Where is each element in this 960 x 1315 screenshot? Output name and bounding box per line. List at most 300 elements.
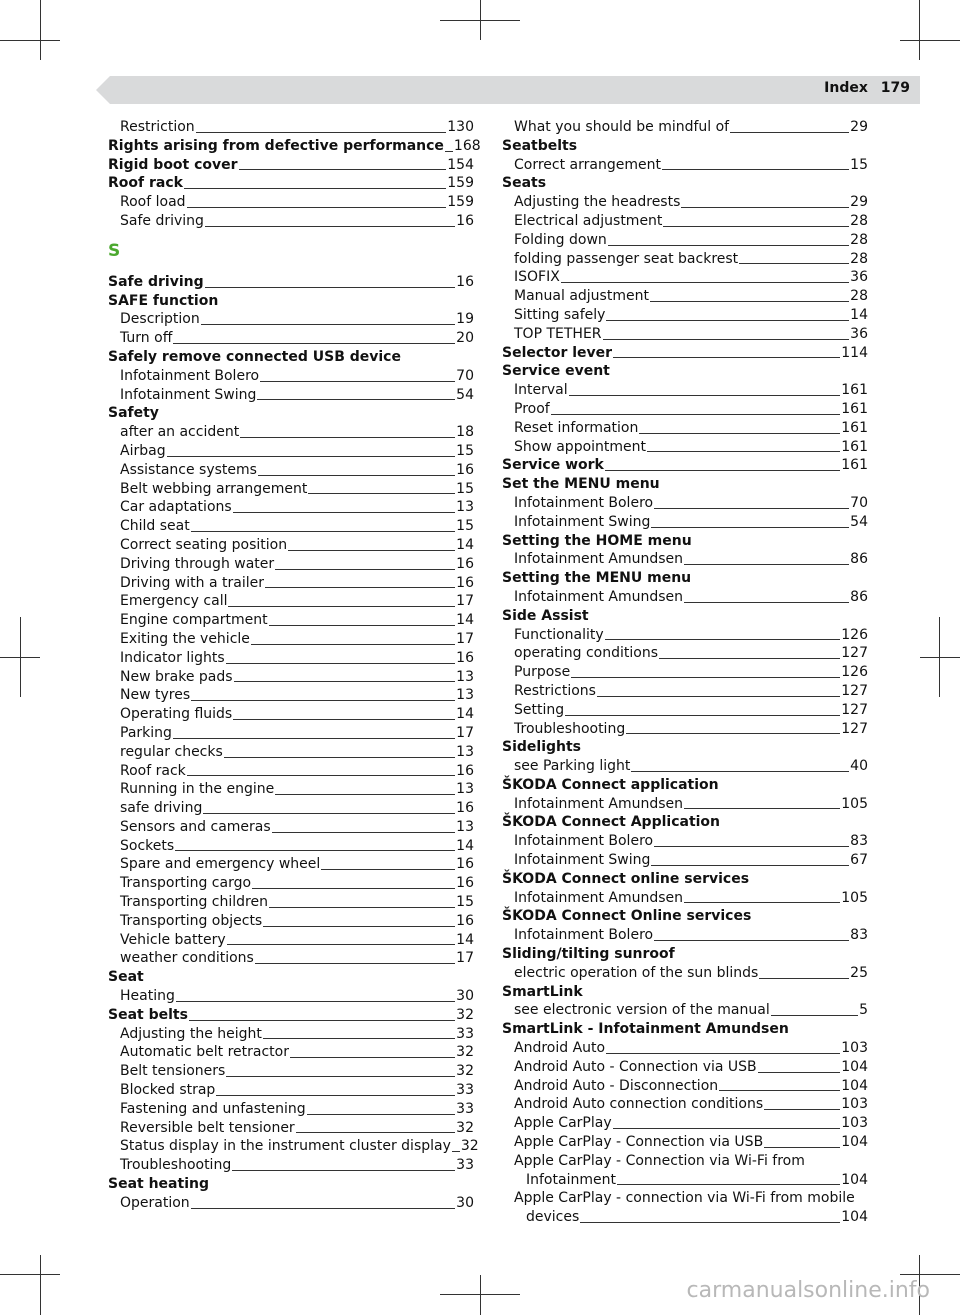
index-column-left — [108, 118, 481, 1213]
index-page-number: 15 — [456, 480, 474, 497]
index-page-number: 161 — [841, 382, 868, 399]
leader-line — [654, 940, 849, 941]
index-entry — [108, 555, 474, 574]
index-page-number: 16 — [456, 649, 474, 666]
index-heading: ŠKODA Connect Application — [502, 814, 721, 831]
index-page-number: 36 — [850, 269, 868, 286]
index-page-number: 67 — [850, 852, 868, 869]
index-page-number: 33 — [456, 1157, 474, 1174]
index-entry — [108, 536, 474, 555]
index-page-number: 30 — [456, 988, 474, 1005]
index-term: Indicator lights — [120, 649, 225, 666]
index-term: folding passenger seat backrest — [514, 250, 739, 267]
index-term: Infotainment Amundsen — [514, 551, 684, 568]
leader-line — [651, 527, 849, 528]
index-page-number: 29 — [850, 119, 868, 135]
index-page-number: 36 — [850, 325, 868, 342]
leader-line — [240, 437, 455, 438]
leader-line — [288, 550, 455, 551]
index-page-number: 13 — [456, 781, 474, 798]
index-heading: Setting the MENU menu — [502, 570, 692, 587]
index-page-number: 17 — [456, 950, 474, 967]
index-term: Belt tensioners — [120, 1063, 226, 1080]
leader-line — [606, 1053, 840, 1054]
index-page-number: 105 — [841, 889, 868, 906]
leader-line — [626, 733, 840, 734]
index-page-number: 32 — [456, 1006, 474, 1023]
index-term: Infotainment Amundsen — [514, 588, 684, 605]
index-page-number: 104 — [841, 1077, 868, 1094]
leader-line — [654, 508, 849, 509]
index-term: Correct arrangement — [514, 156, 661, 173]
index-page-number: 15 — [456, 442, 474, 459]
leader-line — [758, 1072, 841, 1073]
index-term: Adjusting the headrests — [514, 194, 681, 211]
index-page-number: 14 — [456, 612, 474, 629]
index-page-number: 103 — [841, 1096, 868, 1113]
index-page-number: 16 — [456, 555, 474, 572]
index-page-number: 161 — [841, 438, 868, 455]
leader-line — [175, 850, 455, 851]
index-page-number: 16 — [456, 875, 474, 892]
index-term: Troubleshooting — [120, 1157, 232, 1174]
index-page-number: 32 — [460, 1138, 479, 1155]
leader-line — [205, 287, 456, 288]
leader-line — [233, 719, 455, 720]
index-page-number: 127 — [841, 701, 868, 718]
leader-line — [226, 1076, 455, 1077]
index-term: Heating — [120, 988, 175, 1005]
index-term: after an accident — [120, 424, 240, 441]
index-entry — [108, 1194, 474, 1213]
index-term: Folding down — [514, 231, 607, 248]
leader-line — [639, 433, 840, 434]
index-term: Exiting the vehicle — [120, 630, 250, 647]
index-page-number: 5 — [859, 1002, 868, 1019]
index-entry — [502, 400, 868, 419]
index-heading: ŠKODA Connect application — [502, 776, 719, 793]
index-term: Description — [120, 311, 200, 328]
leader-line — [252, 888, 455, 889]
index-term: Correct seating position — [120, 536, 288, 553]
index-entry — [502, 682, 868, 701]
index-term: TOP TETHER — [514, 325, 602, 342]
index-term: Restrictions — [514, 682, 596, 699]
leader-line — [269, 625, 456, 626]
index-page-number: 159 — [447, 175, 474, 192]
index-entry — [108, 273, 474, 292]
leader-line — [290, 1057, 455, 1058]
leader-line — [571, 677, 840, 678]
leader-line — [201, 324, 455, 325]
index-entry — [502, 438, 868, 457]
index-entry — [108, 1081, 474, 1100]
leader-line — [173, 343, 455, 344]
index-term: Restriction — [120, 119, 195, 135]
index-entry — [502, 306, 868, 325]
index-entry — [502, 193, 868, 212]
leader-line — [275, 569, 455, 570]
index-page-number: 70 — [850, 494, 868, 511]
index-page-number: 161 — [841, 400, 868, 417]
header-bar — [110, 76, 920, 104]
index-entry — [108, 686, 474, 705]
index-page-number: 17 — [456, 593, 474, 610]
index-entry — [108, 174, 474, 193]
index-page-number: 40 — [850, 758, 868, 775]
index-entry — [108, 931, 474, 950]
index-entry — [108, 137, 481, 156]
index-page-number: 103 — [841, 1040, 868, 1057]
index-entry — [502, 494, 868, 513]
index-entry — [502, 513, 868, 532]
index-page-number: 14 — [456, 837, 474, 854]
index-term: Child seat — [120, 518, 190, 535]
index-page-number: 32 — [456, 1119, 474, 1136]
index-page-number: 86 — [850, 551, 868, 568]
index-page-number: 13 — [456, 499, 474, 516]
index-entry — [502, 156, 868, 175]
index-term: weather conditions — [120, 950, 254, 967]
index-entry — [108, 193, 474, 212]
index-page-number: 70 — [456, 367, 474, 384]
index-page-number: 127 — [841, 682, 868, 699]
crop-mark — [480, 1275, 481, 1315]
index-page-number: 15 — [456, 518, 474, 535]
index-heading: Safety — [108, 405, 159, 422]
leader-line — [239, 169, 447, 170]
index-entry — [502, 118, 868, 137]
index-entry — [502, 701, 868, 720]
index-entry — [108, 367, 474, 386]
crop-mark — [900, 1274, 960, 1275]
index-page-number: 168 — [453, 137, 481, 154]
index-entry — [108, 423, 474, 442]
index-term: Driving with a trailer — [120, 574, 264, 591]
index-page-number: 13 — [456, 818, 474, 835]
leader-line — [662, 169, 849, 170]
leader-line — [189, 1020, 455, 1021]
leader-line — [569, 395, 841, 396]
index-heading: Side Assist — [502, 607, 589, 624]
index-term: devices — [526, 1209, 580, 1226]
index-page-number: 15 — [456, 894, 474, 911]
leader-line — [205, 226, 455, 227]
index-heading: Service event — [502, 363, 610, 380]
crop-mark — [0, 657, 40, 658]
index-page-number: 17 — [456, 724, 474, 741]
index-entry — [108, 498, 474, 517]
leader-line — [565, 715, 840, 716]
index-entry — [502, 889, 868, 908]
leader-line — [684, 902, 840, 903]
leader-line — [659, 658, 840, 659]
leader-line — [258, 475, 455, 476]
index-page-number: 127 — [841, 720, 868, 737]
index-heading: Seat heating — [108, 1176, 209, 1193]
leader-line — [226, 663, 456, 664]
index-term: Infotainment — [526, 1171, 616, 1188]
index-term: Car adaptations — [120, 499, 232, 516]
leader-line — [561, 282, 849, 283]
index-entry — [108, 837, 474, 856]
index-entry — [502, 1171, 868, 1190]
index-term: safe driving — [120, 800, 203, 817]
index-heading: Set the MENU menu — [502, 476, 660, 493]
index-page-number: 32 — [456, 1063, 474, 1080]
index-entry — [502, 268, 868, 287]
leader-line — [196, 132, 447, 133]
index-entry — [108, 912, 474, 931]
index-entry — [108, 949, 474, 968]
index-entry — [108, 386, 474, 405]
leader-line — [308, 493, 455, 494]
leader-line — [191, 531, 455, 532]
index-page-number: 19 — [456, 311, 474, 328]
index-page-number: 28 — [850, 250, 868, 267]
index-term: Operating fluids — [120, 706, 233, 723]
crop-mark — [440, 1294, 520, 1295]
leader-line — [228, 606, 455, 607]
index-page-number: 16 — [456, 856, 474, 873]
index-heading: Setting the HOME menu — [502, 532, 692, 549]
index-term: operating conditions — [514, 645, 659, 662]
leader-line — [452, 1151, 460, 1152]
leader-line — [232, 1170, 455, 1171]
index-entry — [108, 855, 474, 874]
index-term: Android Auto - Disconnection — [514, 1077, 719, 1094]
index-term: Automatic belt retractor — [120, 1044, 289, 1061]
index-letter-heading: S — [108, 240, 121, 261]
leader-line — [771, 1015, 858, 1016]
index-term: New tyres — [120, 687, 191, 704]
leader-line — [263, 926, 455, 927]
index-entry — [502, 250, 868, 269]
index-page-number: 83 — [850, 927, 868, 944]
index-entry — [108, 329, 474, 348]
index-term: ISOFIX — [514, 269, 560, 286]
index-entry — [108, 574, 474, 593]
index-heading: SmartLink - Infotainment Amundsen — [502, 1021, 789, 1038]
crop-mark — [0, 40, 60, 41]
index-entry — [108, 592, 474, 611]
index-entry — [502, 795, 868, 814]
index-page-number: 18 — [456, 424, 474, 441]
index-page-number: 103 — [841, 1115, 868, 1132]
index-term: Vehicle battery — [120, 931, 226, 948]
index-term: New brake pads — [120, 668, 233, 685]
index-page-number: 13 — [456, 687, 474, 704]
index-term: Blocked strap — [120, 1082, 216, 1099]
index-term: Sockets — [120, 837, 175, 854]
index-term: Airbag — [120, 442, 166, 459]
index-page-number: 14 — [456, 706, 474, 723]
index-term: Operation — [120, 1194, 190, 1211]
index-heading: SAFE function — [108, 292, 219, 309]
index-heading: Apple CarPlay - connection via Wi-Fi from mobile — [514, 1190, 855, 1207]
crop-mark — [40, 0, 41, 60]
index-entry — [502, 626, 868, 645]
index-entry — [502, 851, 868, 870]
index-page-number: 83 — [850, 833, 868, 850]
index-page-number: 33 — [456, 1100, 474, 1117]
leader-line — [551, 414, 841, 415]
index-page-number: 54 — [456, 386, 474, 403]
index-term: Purpose — [514, 664, 571, 681]
index-entry — [108, 1119, 474, 1138]
index-term: Rights arising from defective performance — [108, 137, 444, 154]
index-page-number: 33 — [456, 1025, 474, 1042]
leader-line — [269, 907, 455, 908]
index-page-number: 14 — [456, 931, 474, 948]
index-page-number: 14 — [850, 306, 868, 323]
index-page-number: 130 — [447, 119, 474, 135]
index-entry — [108, 442, 474, 461]
index-term: Transporting objects — [120, 912, 263, 929]
index-heading: SmartLink — [502, 983, 583, 1000]
index-entry — [502, 1208, 868, 1227]
index-term: Reversible belt tensioner — [120, 1119, 295, 1136]
leader-line — [684, 602, 849, 603]
leader-line — [251, 644, 455, 645]
index-page-number: 25 — [850, 964, 868, 981]
index-entry — [108, 212, 474, 231]
leader-line — [265, 587, 455, 588]
index-entry — [108, 611, 474, 630]
index-term: Roof rack — [120, 762, 186, 779]
index-page-number: 17 — [456, 630, 474, 647]
index-page-number: 86 — [850, 588, 868, 605]
index-page-number: 20 — [456, 330, 474, 347]
leader-line — [321, 869, 455, 870]
leader-line — [263, 1038, 455, 1039]
crop-mark — [900, 40, 960, 41]
index-term: Infotainment Bolero — [514, 833, 654, 850]
index-term: Apple CarPlay - Connection via USB — [514, 1134, 764, 1151]
index-entry — [502, 832, 868, 851]
leader-line — [613, 1128, 841, 1129]
index-entry — [502, 550, 868, 569]
index-term: Engine compartment — [120, 612, 268, 629]
index-heading: Sliding/tilting sunroof — [502, 946, 675, 963]
index-entry — [108, 874, 474, 893]
index-term: Infotainment Swing — [514, 852, 651, 869]
index-entry — [108, 310, 474, 329]
index-page-number: 28 — [850, 231, 868, 248]
index-page-number: 29 — [850, 194, 868, 211]
index-page-number: 104 — [841, 1171, 868, 1188]
leader-line — [307, 1114, 455, 1115]
index-entry — [502, 757, 868, 776]
index-page-number: 114 — [841, 344, 868, 361]
crop-mark — [40, 1255, 41, 1315]
leader-line — [651, 865, 849, 866]
crop-mark — [919, 0, 920, 60]
index-page-number: 13 — [456, 668, 474, 685]
index-entry — [108, 118, 474, 137]
index-entry — [502, 1114, 868, 1133]
index-entry — [502, 231, 868, 250]
index-term: Turn off — [120, 330, 173, 347]
index-entry — [108, 156, 474, 175]
index-term: Selector lever — [502, 344, 613, 361]
index-term: Interval — [514, 382, 568, 399]
index-entry — [108, 1043, 474, 1062]
crop-mark — [920, 657, 960, 658]
index-entry — [502, 1077, 868, 1096]
index-term: Sensors and cameras — [120, 818, 271, 835]
index-page-number: 54 — [850, 513, 868, 530]
leader-line — [605, 470, 840, 471]
index-entry — [108, 480, 474, 499]
index-page-number: 104 — [841, 1209, 868, 1226]
index-entry — [502, 1095, 868, 1114]
index-entry — [502, 287, 868, 306]
index-term: see Parking light — [514, 758, 631, 775]
index-page-number: 127 — [841, 645, 868, 662]
leader-line — [650, 301, 849, 302]
index-heading: Sidelights — [502, 739, 582, 756]
index-page-number: 16 — [456, 800, 474, 817]
index-term: Sitting safely — [514, 306, 606, 323]
leader-line — [260, 381, 455, 382]
leader-line — [296, 1132, 455, 1133]
index-heading: Apple CarPlay - Connection via Wi-Fi from — [514, 1152, 805, 1169]
index-entry — [108, 818, 474, 837]
index-entry — [502, 720, 868, 739]
index-entry — [108, 762, 474, 781]
leader-line — [663, 226, 849, 227]
index-term: Parking — [120, 724, 172, 741]
index-page-number: 104 — [841, 1058, 868, 1075]
index-term: Infotainment Swing — [514, 513, 651, 530]
index-term: regular checks — [120, 743, 223, 760]
index-entry — [108, 1006, 474, 1025]
index-entry — [502, 1001, 868, 1020]
leader-line — [224, 757, 455, 758]
index-heading: Seat — [108, 969, 144, 986]
index-term: Infotainment Bolero — [514, 927, 654, 944]
index-term: Manual adjustment — [514, 288, 649, 305]
index-term: see electronic version of the manual — [514, 1002, 770, 1019]
index-term: Safe driving — [120, 212, 204, 229]
index-entry — [502, 344, 868, 363]
index-page-number: 13 — [456, 743, 474, 760]
leader-line — [184, 188, 446, 189]
index-page-number: 154 — [447, 156, 474, 173]
index-term: Running in the engine — [120, 781, 275, 798]
index-term: Status display in the instrument cluster display — [120, 1138, 451, 1155]
index-term: Seat belts — [108, 1006, 188, 1023]
index-term: What you should be mindful of — [514, 119, 730, 135]
index-entry — [108, 1100, 474, 1119]
index-page-number: 28 — [850, 288, 868, 305]
leader-line — [203, 813, 455, 814]
index-term: Functionality — [514, 626, 604, 643]
index-page-number: 28 — [850, 212, 868, 229]
index-term: Infotainment Bolero — [514, 494, 654, 511]
index-entry — [502, 1039, 868, 1058]
index-term: Show appointment — [514, 438, 647, 455]
leader-line — [608, 245, 849, 246]
index-page-number: 161 — [841, 419, 868, 436]
index-heading: Seatbelts — [502, 137, 578, 154]
index-term: Roof load — [120, 194, 186, 211]
index-entry — [108, 1156, 474, 1175]
leader-line — [255, 963, 455, 964]
crop-mark — [440, 20, 520, 21]
leader-line — [613, 357, 840, 358]
